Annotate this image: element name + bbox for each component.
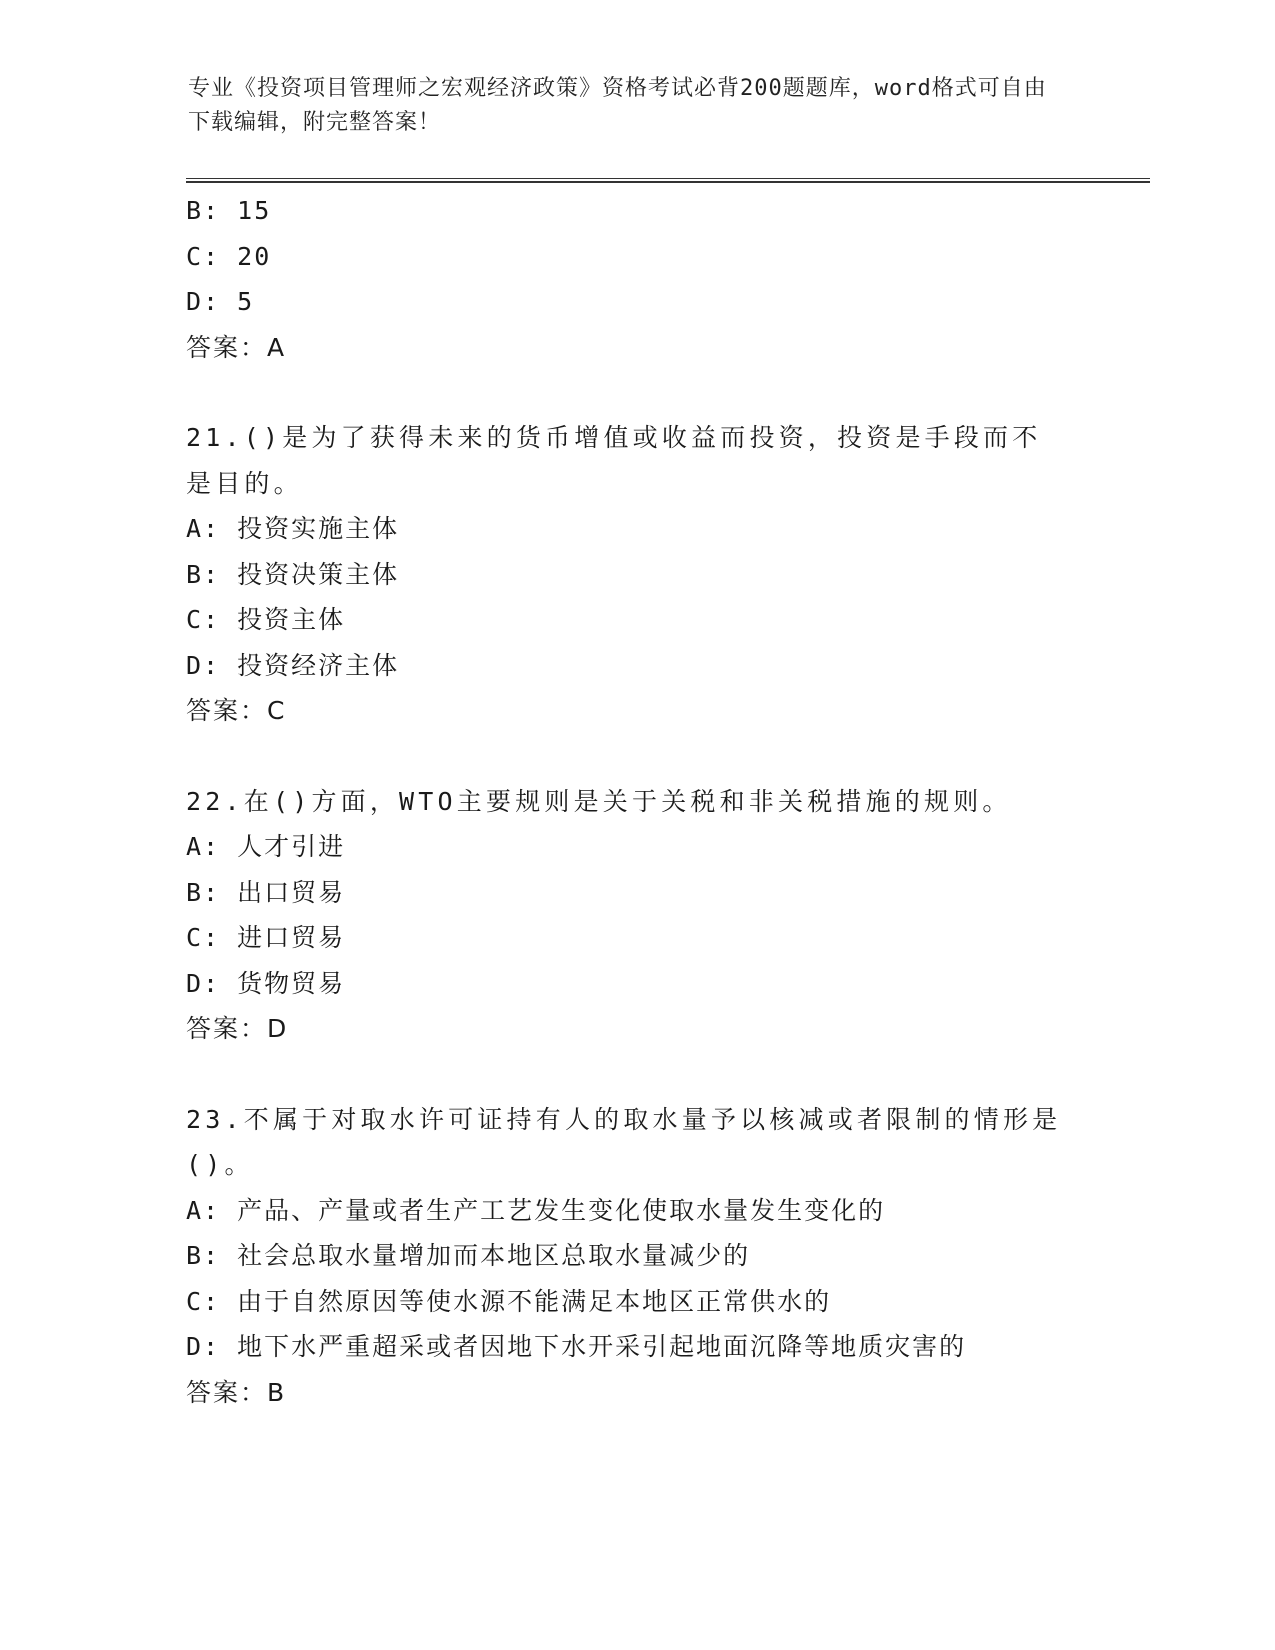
answer-line: 答案：C [186, 696, 287, 725]
option-b: B: 投资决策主体 [186, 559, 400, 589]
option-c: C: 20 [186, 241, 272, 271]
option-b: B: 出口贸易 [186, 877, 346, 907]
question-22 [186, 779, 1086, 1052]
question-stem: 22.在()方面，WTO主要规则是关于关税和非关税措施的规则。 [186, 786, 1012, 816]
answer-line: 答案：D [186, 1014, 289, 1043]
question-21 [186, 415, 1086, 734]
option-c: C: 由于自然原因等使水源不能满足本地区正常供水的 [186, 1286, 832, 1316]
header-divider [186, 178, 1150, 183]
option-c: C: 投资主体 [186, 605, 346, 634]
question-stem: 23.不属于对取水许可证持有人的取水量予以核减或者限制的情形是()。 [186, 1104, 1062, 1179]
option-d: D: 货物贸易 [186, 968, 346, 998]
previous-question-tail [186, 188, 1086, 370]
option-d: D: 地下水严重超采或者因地下水开采引起地面沉降等地质灾害的 [186, 1332, 967, 1361]
option-a: A: 产品、产量或者生产工艺发生变化使取水量发生变化的 [186, 1195, 886, 1225]
question-23 [186, 1097, 1086, 1416]
answer-line: 答案：A [186, 332, 287, 362]
option-a: A: 人才引进 [186, 832, 346, 861]
option-c: C: 进口贸易 [186, 923, 346, 952]
option-a: A: 投资实施主体 [186, 514, 400, 543]
question-stem: 21.()是为了获得未来的货币增值或收益而投资，投资是手段而不是目的。 [186, 423, 1042, 498]
option-b: B: 社会总取水量增加而本地区总取水量减少的 [186, 1241, 751, 1270]
page-header: 专业《投资项目管理师之宏观经济政策》资格考试必背200题题库，word格式可自由下载编辑，附完整答案！ [188, 76, 1047, 135]
question-list [186, 188, 1086, 1415]
option-d: D: 投资经济主体 [186, 650, 400, 680]
option-b: B: 15 [186, 196, 272, 225]
answer-line: 答案：B [186, 1377, 287, 1407]
option-d: D: 5 [186, 287, 255, 316]
